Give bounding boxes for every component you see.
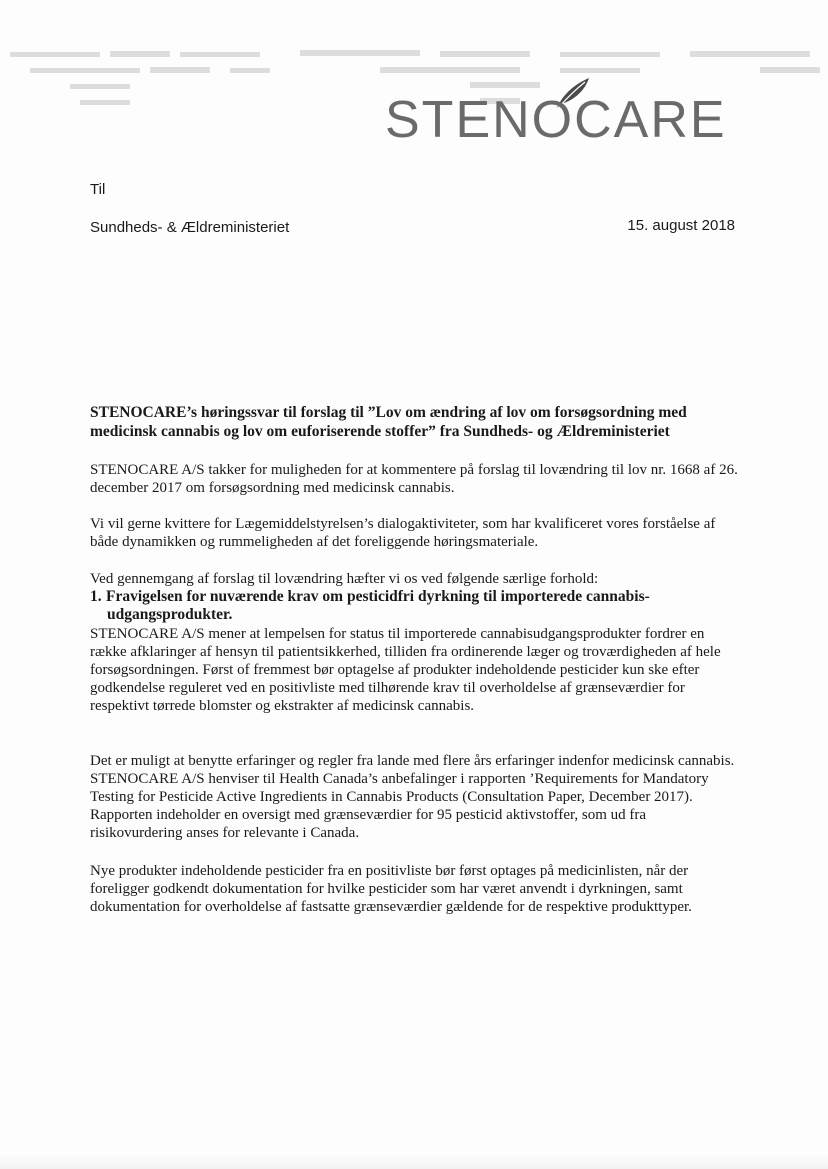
paragraph-1: STENOCARE A/S takker for muligheden for at kommentere på forslag til lovændring til lov nr. 1668 af 26. december 2017 om forsøgsordning med medicinsk cannabis. [90,462,738,496]
scan-bottom-edge [0,1152,828,1169]
list-item-1 [90,588,740,624]
paragraph-2: Vi vil gerne kvittere for Lægemiddelstyrelsen’s dialogaktiviteter, som har kvalificeret vores forståelse af både dynamikken og rummeligheden af det foreliggende høringsmateriale. [90,516,716,550]
logo-wordmark: STENOCARE [385,91,727,149]
paragraph-5: Det er muligt at benytte erfaringer og regler fra lande med flere års erfaringer indenfor medicinsk cannabis. STENOCARE A/S henviser til Health Canada’s anbefalinger i rapporten ’Requirements for Mandatory Testing for Pesticide Active Ingredients in Cannabis Products (Consultation Paper, December 2017). Rapporten indeholder en oversigt med grænseværdier for 95 pesticid aktivstoffer, som ud fra risikovurdering anses for relevante i Canada. [90,753,735,841]
list-item-title-line-1: Fravigelsen for nuværende krav om pesticidfri dyrkning til importerede cannabis- [106,588,650,605]
letter-heading: STENOCARE’s høringssvar til forslag til ”Lov om ændring af lov om forsøgsordning med medicinsk cannabis og lov om euforiserende stoffer” fra Sundheds- og Ældreministeriet [90,404,687,440]
letter-date: 15. august 2018 [627,217,735,234]
paragraph-6: Nye produkter indeholdende pesticider fra en positivliste bør først optages på medicinlisten, når der foreligger godkendt dokumentation for hvilke pesticider som har været anvendt i dyrkningen, samt dokumentation for overholdelse af fastsatte grænseværdier gældende for de respektive produkttyper. [90,863,692,915]
list-item-number: 1. [90,588,102,605]
list-item-title-line-2: udgangsprodukter. [107,606,233,623]
paragraph-4: STENOCARE A/S mener at lempelsen for status til importerede cannabisudgangsprodukter fordrer en række afklaringer af hensyn til patientsikkerhed, tilliden fra ordinerende læger og troværdigheden af hele forsøgsordningen. Først of fremmest bør optagelse af produkter indeholdende pesticider kun ske efter godkendelse reguleret ved en positivliste med tilhørende krav til overholdelse af grænseværdier for respektivt tørrede blomster og ekstrakter af medicinsk cannabis. [90,626,721,714]
paragraph-3: Ved gennemgang af forslag til lovændring hæfter vi os ved følgende særlige forhold: [90,571,599,587]
stenocare-logo [385,74,735,154]
recipient: Sundheds- & Ældreministeriet [90,219,290,236]
salutation: Til [90,181,106,198]
